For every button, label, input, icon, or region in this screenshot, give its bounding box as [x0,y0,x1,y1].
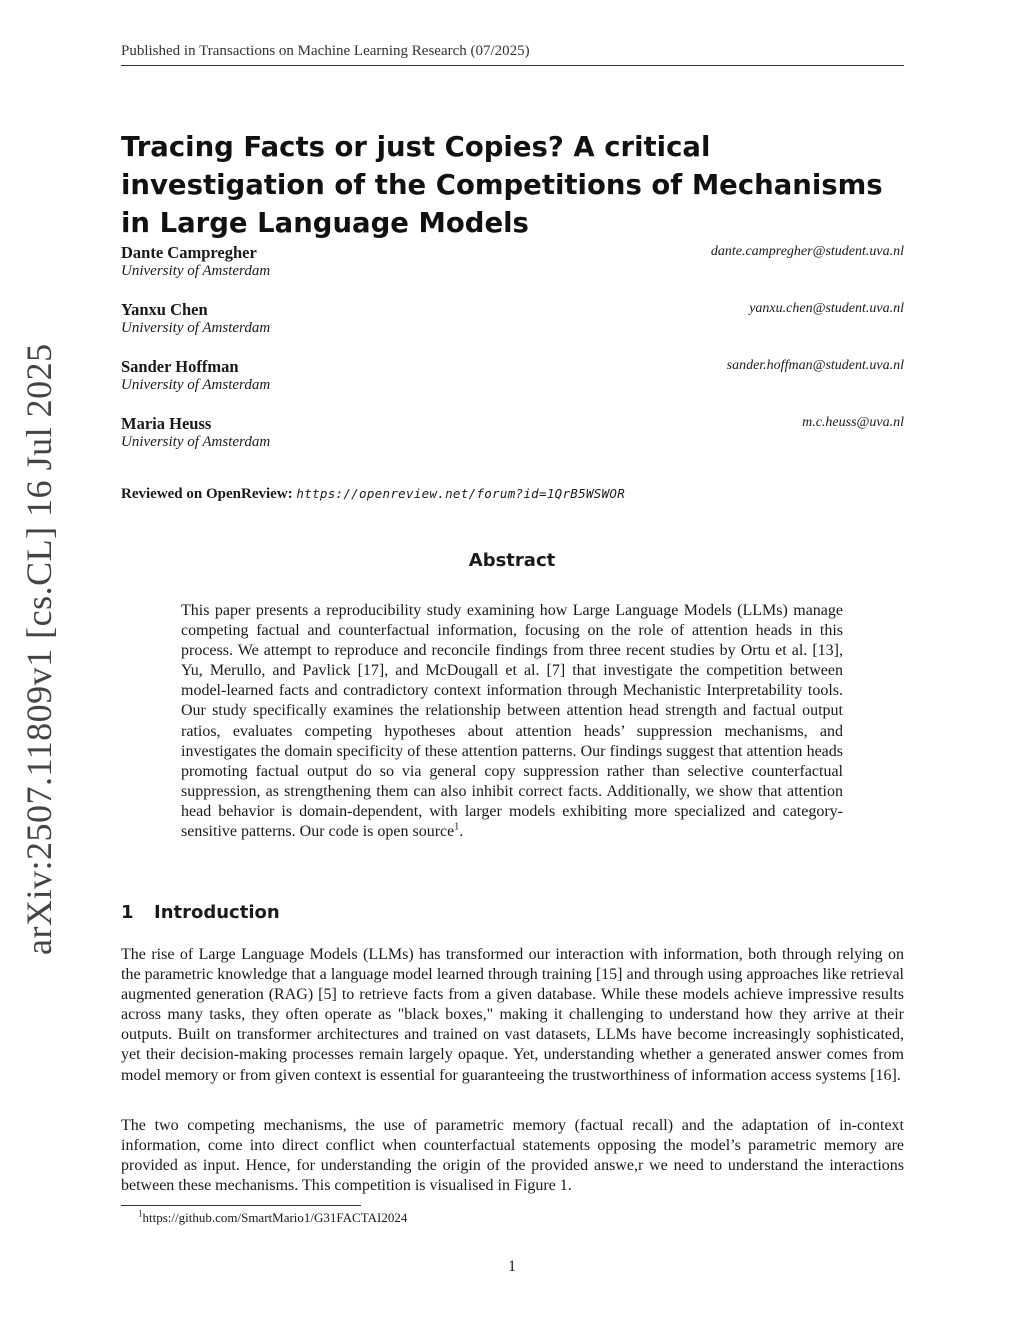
section-number: 1 [121,902,134,923]
footnote-mark: 1 [138,1208,143,1219]
abstract-heading: Abstract [468,550,556,571]
arxiv-identifier: arXiv:2507.11809v1 [cs.CL] 16 Jul 2025 [19,343,59,955]
abstract-text [181,601,843,842]
abstract-end: . [459,823,464,841]
author-affiliation: University of Amsterdam [121,377,271,393]
author-affiliation: University of Amsterdam [121,263,271,279]
intro-paragraph: The two competing mechanisms, the use of parametric memory (factual recall) and the adaptation of in-context information, come into direct conflict when counterfactual statements opposing the model’s parametric memory are provided as input. Hence, for understanding the origin of the provided answe,r we need to understand the interactions between these mechanisms. This competition is visualised in Figure 1. [121,1117,904,1195]
author-block [121,414,904,471]
footnote-divider [121,1205,361,1206]
author-block [121,300,904,357]
author-block [121,243,904,300]
author-affiliation: University of Amsterdam [121,320,271,336]
page-number: 1 [508,1258,516,1275]
paper-title: Tracing Facts or just Copies? A critical investigation of the Competitions of Mechanisms in Large Language Models [121,131,883,239]
openreview-link[interactable]: https://openreview.net/forum?id=1QrB5WSWOR [296,486,626,501]
author-email[interactable]: sander.hoffman@student.uva.nl [726,358,904,373]
footnote-link[interactable]: https://github.com/SmartMario1/G31FACTAI2024 [142,1210,408,1225]
author-block [121,357,904,414]
footnote-reference[interactable]: 1 [454,821,460,833]
section-heading [121,902,280,923]
author-email[interactable]: yanxu.chen@student.uva.nl [749,301,904,316]
review-line [121,486,625,503]
author-name: Sander Hoffman [121,357,239,376]
author-affiliation: University of Amsterdam [121,434,271,450]
author-name: Dante Campregher [121,243,257,262]
author-name: Maria Heuss [121,414,212,433]
section-title: Introduction [154,902,280,923]
author-list [121,243,904,471]
intro-paragraph: The rise of Large Language Models (LLMs) has transformed our interaction with information, both through relying on the parametric knowledge that a language model learned through training [15] and through using approaches like retrieval augmented generation (RAG) [5] to retrieve facts from a given database. While these models achieve impressive results across many tasks, they often operate as "black boxes," making it challenging to understand how they arrive at their outputs. Built on transformer architectures and trained on vast datasets, LLMs have become increasingly sophisticated, yet their decision-making processes remain largely opaque. Yet, understanding whether a generated answer comes from model memory or from given context is essential for guaranteeing the trustworthiness of information access systems [16]. [121,946,904,1084]
abstract-body-text: This paper presents a reproducibility study examining how Large Language Models (LLMs) manage competing factual and counterfactual information, focusing on the role of attention heads in this process. We attempt to reproduce and reconcile findings from three recent studies by Ortu et al. [13], Yu, Merullo, and Pavlick [17], and McDougall et al. [7] that investigate the competition between model-learned facts and contradictory context information through Mechanistic Interpretability tools. Our study specifically examines the relationship between attention head strength and factual output ratios, evaluates competing hypotheses about attention heads’ suppression mechanisms, and investigates the domain specificity of these attention patterns. Our findings suggest that attention heads promoting factual output do so via general copy suppression rather than selective counterfactual suppression, as strengthening them can also inhibit correct facts. Additionally, we show that attention head behavior is domain-dependent, with larger models exhibiting more specialized and category-sensitive patterns. Our code is open source [181,602,843,841]
author-email[interactable]: dante.campregher@student.uva.nl [710,244,904,259]
author-email[interactable]: m.c.heuss@uva.nl [802,415,904,430]
footnote [138,1210,407,1226]
review-label: Reviewed on OpenReview: [121,486,293,502]
author-name: Yanxu Chen [121,300,208,319]
journal-header: Published in Transactions on Machine Learning Research (07/2025) [121,43,904,66]
